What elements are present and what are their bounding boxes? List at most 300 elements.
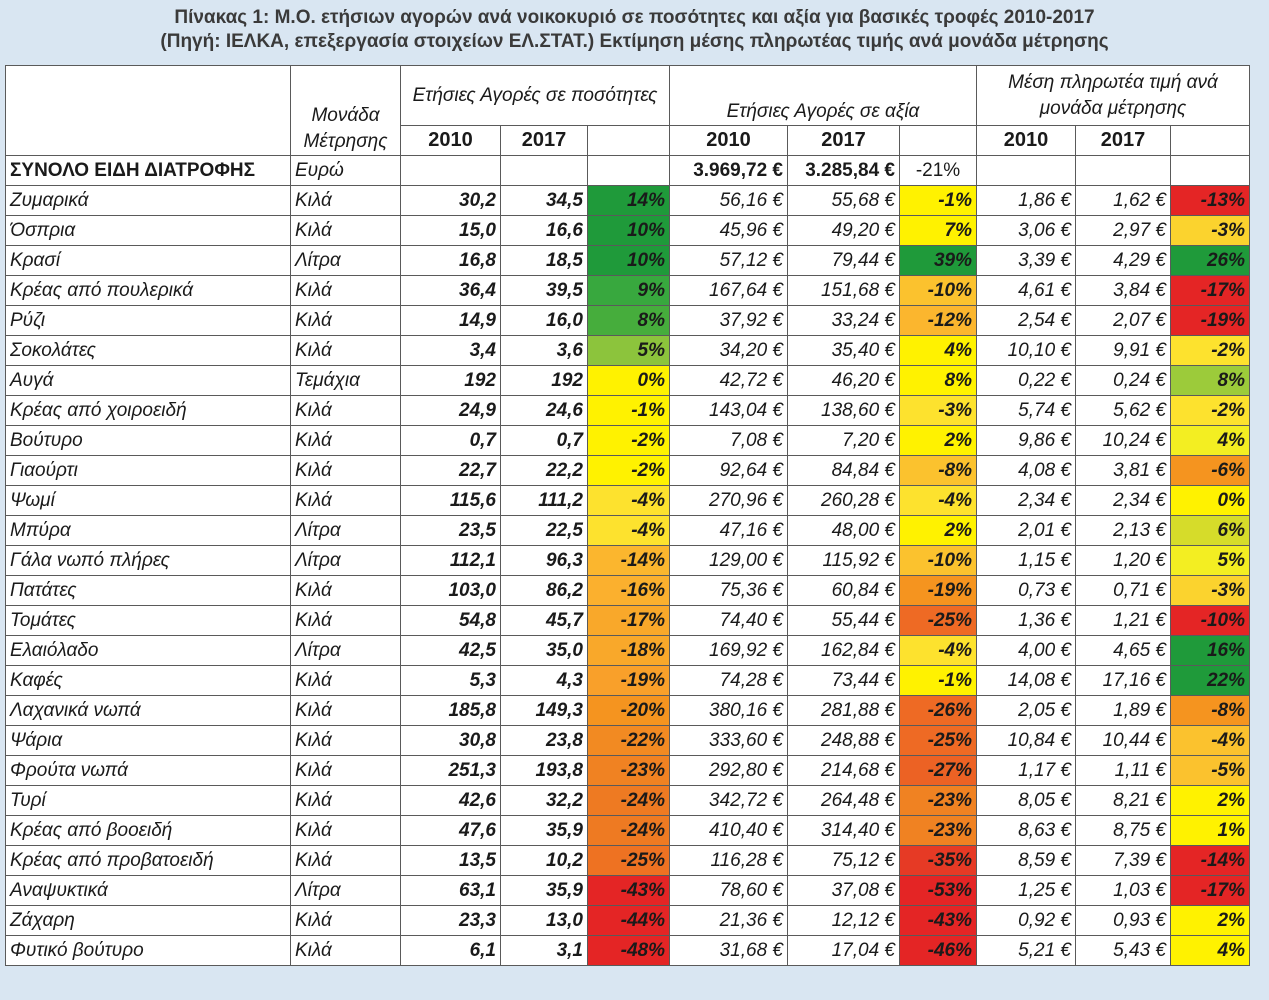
price-2010: 0,92 € <box>977 906 1076 936</box>
qty-2017: 35,0 <box>501 636 588 666</box>
table-row <box>6 606 1250 636</box>
qty-2010: 13,5 <box>401 846 501 876</box>
value-2017: 55,44 € <box>788 606 900 636</box>
qty-pct: -2% <box>588 426 670 456</box>
header-empty <box>6 66 291 156</box>
qty-pct: 10% <box>588 216 670 246</box>
price-2010: 1,15 € <box>977 546 1076 576</box>
value-2010: 333,60 € <box>670 726 788 756</box>
value-2010: 292,80 € <box>670 756 788 786</box>
value-2010: 92,64 € <box>670 456 788 486</box>
qty-2010: 47,6 <box>401 816 501 846</box>
price-pct: 4% <box>1171 936 1250 966</box>
qty-2010: 192 <box>401 366 501 396</box>
header-price: Μέση πληρωτέα τιμή ανά μονάδα μέτρησης <box>977 66 1250 126</box>
value-pct: 39% <box>900 246 977 276</box>
price-2010: 8,63 € <box>977 816 1076 846</box>
product-name: Λαχανικά νωπά <box>6 696 291 726</box>
value-2017: 75,12 € <box>788 846 900 876</box>
table-row <box>6 846 1250 876</box>
price-pct: 8% <box>1171 366 1250 396</box>
qty-2017: 32,2 <box>501 786 588 816</box>
total-empty <box>501 156 588 186</box>
product-name: Καφές <box>6 666 291 696</box>
table-row <box>6 456 1250 486</box>
price-2010: 1,86 € <box>977 186 1076 216</box>
table-row <box>6 216 1250 246</box>
qty-2017: 35,9 <box>501 816 588 846</box>
qty-2017: 10,2 <box>501 846 588 876</box>
value-pct: -23% <box>900 816 977 846</box>
value-pct: -1% <box>900 666 977 696</box>
table-row <box>6 366 1250 396</box>
product-name: Φυτικό βούτυρο <box>6 936 291 966</box>
qty-2017: 86,2 <box>501 576 588 606</box>
unit-cell: Κιλά <box>291 336 401 366</box>
qty-2010: 112,1 <box>401 546 501 576</box>
table-row <box>6 426 1250 456</box>
qty-pct: 9% <box>588 276 670 306</box>
total-empty <box>977 156 1076 186</box>
qty-2017: 149,3 <box>501 696 588 726</box>
price-2010: 1,36 € <box>977 606 1076 636</box>
table-row <box>6 726 1250 756</box>
qty-2017: 4,3 <box>501 666 588 696</box>
unit-cell: Κιλά <box>291 816 401 846</box>
value-pct: 7% <box>900 216 977 246</box>
qty-2017: 22,2 <box>501 456 588 486</box>
header-value-pct <box>900 126 977 156</box>
qty-2010: 14,9 <box>401 306 501 336</box>
qty-2017: 22,5 <box>501 516 588 546</box>
qty-pct: 5% <box>588 336 670 366</box>
price-2017: 2,07 € <box>1076 306 1171 336</box>
value-2010: 47,16 € <box>670 516 788 546</box>
price-pct: -14% <box>1171 846 1250 876</box>
value-2017: 248,88 € <box>788 726 900 756</box>
qty-pct: 10% <box>588 246 670 276</box>
product-name: Ψωμί <box>6 486 291 516</box>
price-pct: -13% <box>1171 186 1250 216</box>
price-2017: 9,91 € <box>1076 336 1171 366</box>
value-pct: -53% <box>900 876 977 906</box>
price-2017: 2,97 € <box>1076 216 1171 246</box>
unit-cell: Κιλά <box>291 276 401 306</box>
qty-2017: 18,5 <box>501 246 588 276</box>
value-2010: 21,36 € <box>670 906 788 936</box>
qty-pct: -24% <box>588 816 670 846</box>
price-pct: -5% <box>1171 756 1250 786</box>
qty-pct: -2% <box>588 456 670 486</box>
qty-2017: 13,0 <box>501 906 588 936</box>
unit-cell: Κιλά <box>291 756 401 786</box>
table-row <box>6 786 1250 816</box>
price-2010: 3,06 € <box>977 216 1076 246</box>
total-empty <box>401 156 501 186</box>
value-pct: -4% <box>900 636 977 666</box>
value-2017: 48,00 € <box>788 516 900 546</box>
product-name: Ζυμαρικά <box>6 186 291 216</box>
table-row <box>6 666 1250 696</box>
qty-2010: 63,1 <box>401 876 501 906</box>
value-2010: 169,92 € <box>670 636 788 666</box>
price-pct: 6% <box>1171 516 1250 546</box>
value-2017: 214,68 € <box>788 756 900 786</box>
unit-cell: Κιλά <box>291 696 401 726</box>
price-pct: -17% <box>1171 276 1250 306</box>
unit-cell: Κιλά <box>291 666 401 696</box>
total-name: ΣΥΝΟΛΟ ΕΙΔΗ ΔΙΑΤΡΟΦΗΣ <box>6 156 291 186</box>
qty-pct: -24% <box>588 786 670 816</box>
unit-cell: Κιλά <box>291 606 401 636</box>
qty-2010: 23,5 <box>401 516 501 546</box>
price-2017: 0,93 € <box>1076 906 1171 936</box>
value-2017: 17,04 € <box>788 936 900 966</box>
price-2017: 2,13 € <box>1076 516 1171 546</box>
unit-cell: Τεμάχια <box>291 366 401 396</box>
price-2017: 5,43 € <box>1076 936 1171 966</box>
qty-2017: 3,6 <box>501 336 588 366</box>
qty-2010: 42,5 <box>401 636 501 666</box>
value-2017: 281,88 € <box>788 696 900 726</box>
qty-pct: -16% <box>588 576 670 606</box>
value-2010: 342,72 € <box>670 786 788 816</box>
title-line-1: Πίνακας 1: Μ.Ο. ετήσιων αγορών ανά νοικοκυριό σε ποσότητες και αξία για βασικές τροφές 2010-2017 <box>174 7 1095 28</box>
product-name: Φρούτα νωπά <box>6 756 291 786</box>
qty-2010: 23,3 <box>401 906 501 936</box>
price-2017: 0,24 € <box>1076 366 1171 396</box>
unit-cell: Λίτρα <box>291 876 401 906</box>
price-2010: 5,74 € <box>977 396 1076 426</box>
price-pct: -4% <box>1171 726 1250 756</box>
qty-2017: 16,0 <box>501 306 588 336</box>
qty-2017: 39,5 <box>501 276 588 306</box>
qty-2010: 185,8 <box>401 696 501 726</box>
value-pct: -27% <box>900 756 977 786</box>
qty-2010: 30,2 <box>401 186 501 216</box>
value-2010: 129,00 € <box>670 546 788 576</box>
value-2017: 162,84 € <box>788 636 900 666</box>
price-pct: 2% <box>1171 906 1250 936</box>
value-2017: 138,60 € <box>788 396 900 426</box>
total-empty <box>1076 156 1171 186</box>
qty-pct: -14% <box>588 546 670 576</box>
price-2017: 1,11 € <box>1076 756 1171 786</box>
total-unit: Ευρώ <box>291 156 401 186</box>
value-pct: -10% <box>900 276 977 306</box>
price-pct: -3% <box>1171 576 1250 606</box>
qty-pct: -18% <box>588 636 670 666</box>
value-2017: 37,08 € <box>788 876 900 906</box>
price-2010: 10,10 € <box>977 336 1076 366</box>
value-2017: 49,20 € <box>788 216 900 246</box>
value-2010: 78,60 € <box>670 876 788 906</box>
qty-2010: 54,8 <box>401 606 501 636</box>
qty-pct: -48% <box>588 936 670 966</box>
qty-pct: -1% <box>588 396 670 426</box>
table-row <box>6 306 1250 336</box>
product-name: Βούτυρο <box>6 426 291 456</box>
price-2010: 0,22 € <box>977 366 1076 396</box>
qty-2010: 6,1 <box>401 936 501 966</box>
header-value-2010: 2010 <box>670 126 788 156</box>
qty-2017: 96,3 <box>501 546 588 576</box>
value-2017: 33,24 € <box>788 306 900 336</box>
table-row <box>6 246 1250 276</box>
qty-2010: 251,3 <box>401 756 501 786</box>
price-2010: 4,00 € <box>977 636 1076 666</box>
price-2010: 1,17 € <box>977 756 1076 786</box>
unit-cell: Κιλά <box>291 936 401 966</box>
unit-cell: Κιλά <box>291 216 401 246</box>
qty-pct: -17% <box>588 606 670 636</box>
price-pct: 5% <box>1171 546 1250 576</box>
value-2010: 75,36 € <box>670 576 788 606</box>
price-pct: -6% <box>1171 456 1250 486</box>
header-value-2017: 2017 <box>788 126 900 156</box>
table-row <box>6 756 1250 786</box>
price-pct: -8% <box>1171 696 1250 726</box>
product-name: Κρέας από προβατοειδή <box>6 846 291 876</box>
qty-2010: 16,8 <box>401 246 501 276</box>
food-purchases-table <box>5 65 1250 966</box>
price-2017: 1,21 € <box>1076 606 1171 636</box>
value-2017: 264,48 € <box>788 786 900 816</box>
product-name: Αναψυκτικά <box>6 876 291 906</box>
value-2010: 57,12 € <box>670 246 788 276</box>
product-name: Τυρί <box>6 786 291 816</box>
qty-2010: 36,4 <box>401 276 501 306</box>
price-pct: -2% <box>1171 396 1250 426</box>
value-2010: 31,68 € <box>670 936 788 966</box>
qty-pct: -4% <box>588 516 670 546</box>
table-row <box>6 486 1250 516</box>
value-pct: -19% <box>900 576 977 606</box>
qty-pct: 14% <box>588 186 670 216</box>
total-empty <box>588 156 670 186</box>
value-2017: 115,92 € <box>788 546 900 576</box>
value-pct: -26% <box>900 696 977 726</box>
qty-2010: 30,8 <box>401 726 501 756</box>
qty-2010: 5,3 <box>401 666 501 696</box>
header-price-2017: 2017 <box>1076 126 1171 156</box>
total-row <box>6 156 1250 186</box>
product-name: Όσπρια <box>6 216 291 246</box>
qty-pct: 0% <box>588 366 670 396</box>
price-2017: 4,29 € <box>1076 246 1171 276</box>
qty-2017: 193,8 <box>501 756 588 786</box>
unit-cell: Λίτρα <box>291 516 401 546</box>
value-2017: 84,84 € <box>788 456 900 486</box>
qty-2010: 0,7 <box>401 426 501 456</box>
value-2017: 7,20 € <box>788 426 900 456</box>
price-2017: 10,44 € <box>1076 726 1171 756</box>
value-2010: 380,16 € <box>670 696 788 726</box>
price-2017: 4,65 € <box>1076 636 1171 666</box>
value-2010: 42,72 € <box>670 366 788 396</box>
product-name: Ζάχαρη <box>6 906 291 936</box>
value-2017: 35,40 € <box>788 336 900 366</box>
qty-2017: 24,6 <box>501 396 588 426</box>
qty-pct: 8% <box>588 306 670 336</box>
price-2017: 0,71 € <box>1076 576 1171 606</box>
value-2010: 167,64 € <box>670 276 788 306</box>
price-2017: 2,34 € <box>1076 486 1171 516</box>
unit-cell: Κιλά <box>291 486 401 516</box>
qty-2017: 34,5 <box>501 186 588 216</box>
table-row <box>6 576 1250 606</box>
price-2017: 1,62 € <box>1076 186 1171 216</box>
qty-2010: 22,7 <box>401 456 501 486</box>
product-name: Κρέας από πουλερικά <box>6 276 291 306</box>
price-pct: 2% <box>1171 786 1250 816</box>
total-value-2010: 3.969,72 € <box>670 156 788 186</box>
value-2010: 45,96 € <box>670 216 788 246</box>
unit-cell: Λίτρα <box>291 636 401 666</box>
value-2010: 74,40 € <box>670 606 788 636</box>
value-pct: -43% <box>900 906 977 936</box>
qty-2010: 115,6 <box>401 486 501 516</box>
price-2017: 7,39 € <box>1076 846 1171 876</box>
value-pct: 2% <box>900 426 977 456</box>
value-pct: -35% <box>900 846 977 876</box>
unit-cell: Κιλά <box>291 396 401 426</box>
value-2017: 12,12 € <box>788 906 900 936</box>
value-pct: -46% <box>900 936 977 966</box>
product-name: Μπύρα <box>6 516 291 546</box>
unit-cell: Κιλά <box>291 186 401 216</box>
qty-2017: 23,8 <box>501 726 588 756</box>
qty-2017: 3,1 <box>501 936 588 966</box>
qty-2017: 111,2 <box>501 486 588 516</box>
value-pct: -3% <box>900 396 977 426</box>
qty-2010: 15,0 <box>401 216 501 246</box>
value-2010: 116,28 € <box>670 846 788 876</box>
value-2017: 60,84 € <box>788 576 900 606</box>
price-pct: 16% <box>1171 636 1250 666</box>
price-2017: 17,16 € <box>1076 666 1171 696</box>
unit-cell: Κιλά <box>291 576 401 606</box>
value-pct: -25% <box>900 606 977 636</box>
header-quantity: Ετήσιες Αγορές σε ποσότητες <box>401 66 670 126</box>
unit-cell: Λίτρα <box>291 246 401 276</box>
value-2010: 34,20 € <box>670 336 788 366</box>
price-2017: 3,81 € <box>1076 456 1171 486</box>
table-row <box>6 186 1250 216</box>
price-2017: 8,75 € <box>1076 816 1171 846</box>
qty-2017: 0,7 <box>501 426 588 456</box>
qty-pct: -4% <box>588 486 670 516</box>
value-2017: 314,40 € <box>788 816 900 846</box>
header-value: Ετήσιες Αγορές σε αξία <box>670 66 977 126</box>
price-pct: -3% <box>1171 216 1250 246</box>
qty-pct: -19% <box>588 666 670 696</box>
value-pct: -4% <box>900 486 977 516</box>
price-pct: -2% <box>1171 336 1250 366</box>
header-qty-pct <box>588 126 670 156</box>
price-pct: 1% <box>1171 816 1250 846</box>
table-row <box>6 696 1250 726</box>
price-2017: 1,89 € <box>1076 696 1171 726</box>
table-row <box>6 546 1250 576</box>
value-2017: 260,28 € <box>788 486 900 516</box>
header-price-pct <box>1171 126 1250 156</box>
product-name: Ρύζι <box>6 306 291 336</box>
table-row <box>6 906 1250 936</box>
qty-2010: 3,4 <box>401 336 501 366</box>
price-2010: 8,59 € <box>977 846 1076 876</box>
qty-2017: 16,6 <box>501 216 588 246</box>
unit-cell: Κιλά <box>291 906 401 936</box>
unit-cell: Κιλά <box>291 786 401 816</box>
product-name: Σοκολάτες <box>6 336 291 366</box>
value-pct: -23% <box>900 786 977 816</box>
table-row <box>6 636 1250 666</box>
header-qty-2010: 2010 <box>401 126 501 156</box>
price-2010: 1,25 € <box>977 876 1076 906</box>
value-pct: 2% <box>900 516 977 546</box>
header-qty-2017: 2017 <box>501 126 588 156</box>
price-2017: 3,84 € <box>1076 276 1171 306</box>
table-row <box>6 936 1250 966</box>
unit-cell: Κιλά <box>291 426 401 456</box>
product-name: Κρασί <box>6 246 291 276</box>
qty-pct: -44% <box>588 906 670 936</box>
product-name: Τομάτες <box>6 606 291 636</box>
value-2010: 410,40 € <box>670 816 788 846</box>
value-2017: 55,68 € <box>788 186 900 216</box>
price-2017: 1,03 € <box>1076 876 1171 906</box>
total-value-pct: -21% <box>900 156 977 186</box>
price-2010: 14,08 € <box>977 666 1076 696</box>
product-name: Κρέας από βοοειδή <box>6 816 291 846</box>
qty-pct: -22% <box>588 726 670 756</box>
price-pct: 0% <box>1171 486 1250 516</box>
product-name: Πατάτες <box>6 576 291 606</box>
price-2010: 3,39 € <box>977 246 1076 276</box>
unit-cell: Κιλά <box>291 846 401 876</box>
price-2010: 2,01 € <box>977 516 1076 546</box>
price-pct: 4% <box>1171 426 1250 456</box>
value-pct: -12% <box>900 306 977 336</box>
value-2017: 46,20 € <box>788 366 900 396</box>
price-pct: 22% <box>1171 666 1250 696</box>
value-pct: -1% <box>900 186 977 216</box>
value-2010: 56,16 € <box>670 186 788 216</box>
product-name: Αυγά <box>6 366 291 396</box>
qty-pct: -25% <box>588 846 670 876</box>
unit-cell: Κιλά <box>291 726 401 756</box>
price-pct: -17% <box>1171 876 1250 906</box>
table-row <box>6 516 1250 546</box>
qty-2017: 35,9 <box>501 876 588 906</box>
qty-2017: 45,7 <box>501 606 588 636</box>
price-2010: 4,08 € <box>977 456 1076 486</box>
unit-cell: Λίτρα <box>291 546 401 576</box>
value-pct: 8% <box>900 366 977 396</box>
value-2010: 143,04 € <box>670 396 788 426</box>
price-2010: 2,05 € <box>977 696 1076 726</box>
unit-cell: Κιλά <box>291 306 401 336</box>
price-2010: 4,61 € <box>977 276 1076 306</box>
header-price-2010: 2010 <box>977 126 1076 156</box>
price-2010: 2,54 € <box>977 306 1076 336</box>
qty-2010: 103,0 <box>401 576 501 606</box>
title-line-2: (Πηγή: ΙΕΛΚΑ, επεξεργασία στοιχείων ΕΛ.ΣΤΑΤ.) Εκτίμηση μέσης πληρωτέας τιμής ανά μονάδα μέτρησης <box>160 31 1109 52</box>
value-2017: 79,44 € <box>788 246 900 276</box>
value-2010: 37,92 € <box>670 306 788 336</box>
qty-2017: 192 <box>501 366 588 396</box>
